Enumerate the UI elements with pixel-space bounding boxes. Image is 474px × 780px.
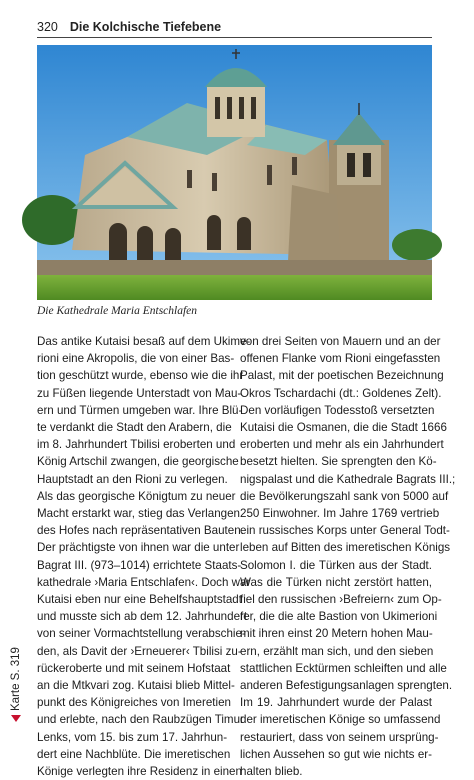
text-line: rückeroberte und mit seinem Hofstaat: [37, 661, 231, 675]
text-line: stattlichen Ecktürmen schleiften und alle: [240, 661, 447, 675]
text-line: den, als Davit der ›Erneuerer‹ Tbilisi zu-: [37, 644, 242, 658]
text-line: te verdankt die Stadt den Arabern, die: [37, 421, 232, 435]
text-line: Als das georgische Königtum zu neuer: [37, 489, 236, 503]
text-line: Im 19. Jahrhundert wurde der Palast: [240, 696, 432, 710]
text-line: Das antike Kutaisi besaß auf dem Ukime-: [37, 335, 251, 348]
page-number: 320: [37, 20, 58, 34]
text-line: nigspalast und die Kathedrale Bagrats III.;: [240, 472, 456, 486]
text-line: offenen Flanke vom Rioni eingefassten: [240, 352, 441, 366]
text-line: restauriert, dass von seinem ursprüng-: [240, 730, 439, 744]
text-column-left: [37, 333, 251, 780]
text-line: Bagrat III. (973–1014) errichtete Staats-: [37, 558, 242, 572]
text-line: mit ihren einst 20 Metern hohen Mau-: [240, 627, 433, 641]
chapter-title: Die Kolchische Tiefebene: [69, 20, 222, 34]
map-reference-label: Karte S. 319: [10, 647, 22, 711]
text-line: fer, die die alte Bastion von Ukimerioni: [240, 610, 438, 624]
text-line: von drei Seiten von Mauern und an der: [240, 335, 441, 348]
text-line: 250 Einwohner. Im Jahre 1769 vertrieb: [240, 507, 440, 521]
text-line: Palast, mit der poetischen Bezeichnung: [240, 369, 444, 383]
text-line: Was die Türken nicht zerstört hatten,: [240, 575, 432, 589]
text-line: leben auf Bitten des imeretischen Königs: [240, 541, 451, 555]
text-line: Kutaisi eben nur eine Behelfshauptstadt: [37, 593, 242, 607]
text-line: tion geschützt wurde, ebenso wie die ihr: [37, 369, 244, 383]
text-line: besetzt hielten. Sie sprengten den Kö-: [240, 455, 437, 469]
text-line: dert eine Nachblüte. Die imeretischen: [37, 747, 231, 761]
text-line: Lenks, vom 15. bis zum 17. Jahrhun-: [37, 730, 228, 744]
text-line: die Bevölkerungszahl sank von 5000 auf: [240, 489, 449, 503]
text-line: punkt des Königreiches von Imeretien: [37, 696, 231, 710]
text-line: ein russisches Korps unter General Todt-: [240, 524, 450, 538]
text-line: rioni eine Akropolis, die von einer Bas-: [37, 352, 235, 366]
cathedral-photo: [37, 45, 432, 300]
text-line: Okros Tschardachi (dt.: Goldenes Zelt).: [240, 386, 442, 400]
text-line: im 8. Jahrhundert Tbilisi eroberten und: [37, 438, 236, 452]
text-line: Den vorläufigen Todesstoß versetzten: [240, 403, 435, 417]
figure-caption: Die Kathedrale Maria Entschlafen: [37, 305, 198, 317]
text-line: von seiner Vormachtstellung verabschie-: [37, 627, 246, 641]
text-line: Der prächtigste von ihnen war die unter: [37, 541, 240, 555]
text-line: halten blieb.: [240, 765, 303, 779]
text-line: König Artschil zwangen, die georgische: [37, 455, 239, 469]
map-reference[interactable]: [8, 632, 24, 722]
text-line: anderen Befestigungsanlagen sprengten.: [240, 679, 453, 693]
text-line: Kutaisi die Osmanen, die die Stadt 1666: [240, 421, 447, 435]
text-line: Hauptstadt an den Rioni zu verlegen.: [37, 472, 228, 486]
running-header: [37, 20, 432, 38]
text-column-right: [240, 333, 456, 780]
text-line: Macht erstarkt war, stieg das Verlangen: [37, 507, 240, 521]
text-line: zu Füßen liegende Unterstadt von Mau-: [37, 386, 242, 400]
text-line: und erlebte, nach den Raubzügen Timur: [37, 713, 244, 727]
triangle-arrow-icon: [11, 715, 21, 722]
text-line: Solomon I. die Türken aus der Stadt.: [240, 558, 432, 572]
text-line: des Hofes nach repräsentativen Bauten.: [37, 524, 244, 538]
text-line: der imeretischen Könige so umfassend: [240, 713, 441, 727]
text-line: lichen Aussehen so gut wie nichts er-: [240, 747, 432, 761]
text-line: Könige verlegten ihre Residenz in einen: [37, 765, 242, 779]
text-line: und musste sich ab dem 12. Jahrhundert: [37, 610, 248, 624]
text-line: eroberten und mehr als ein Jahrhundert: [240, 438, 444, 452]
text-line: ern, erzählt man sich, und den sieben: [240, 644, 434, 658]
text-line: an die Mtkvari zog. Kutaisi blieb Mittel-: [37, 679, 235, 693]
text-line: ern und Türmen umgeben war. Ihre Blü-: [37, 403, 243, 417]
text-line: kathedrale ›Maria Entschlafen‹. Doch war: [37, 575, 251, 589]
text-line: fiel den russischen ›Befreiern‹ zum Op-: [240, 593, 442, 607]
